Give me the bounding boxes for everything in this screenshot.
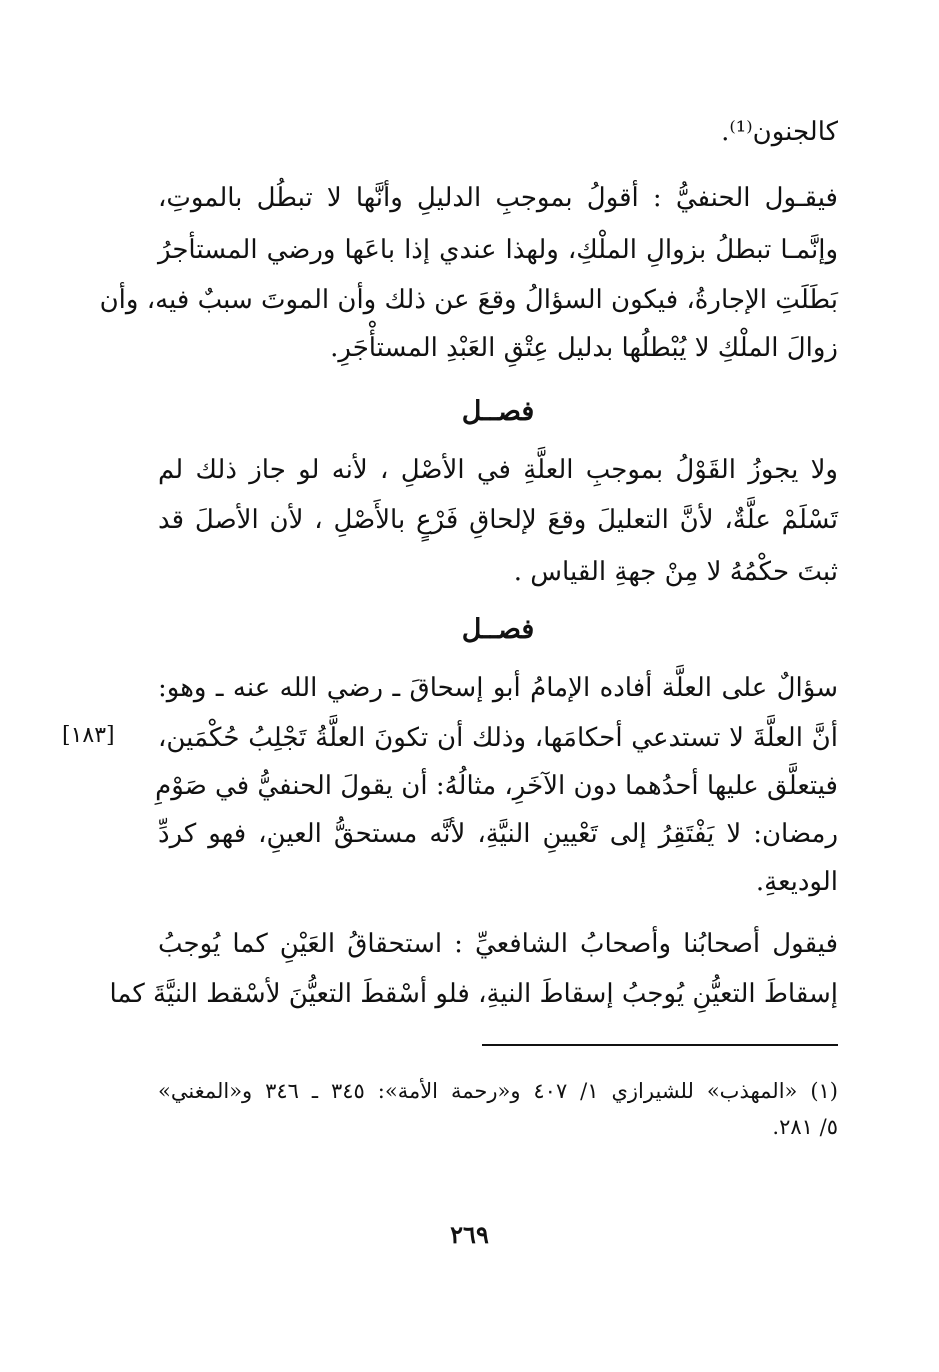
- footnote-line-1: (١) «المهذب» للشيرازي ١/ ٤٠٧ و«رحمة الأمة»: ٣٤٥ ـ ٣٤٦ و«المغني»: [158, 1079, 838, 1103]
- marginal-page-reference: [١٨٣]: [62, 723, 115, 748]
- paragraph-2-line-3: ثبتَ حكْمُهُ لا مِنْ جهةِ القياس .: [513, 557, 838, 587]
- paragraph-2-line-1: ولا يجوزُ القَوْلُ بموجبِ العلَّةِ في الأصْلِ ، لأنه لو جاز ذلك لم: [158, 455, 838, 485]
- footnote-line-2: ٥/ ٢٨١.: [772, 1115, 838, 1139]
- section-heading-2: فصــل: [461, 614, 535, 645]
- paragraph-3-line-2: أنَّ العلَّةَ لا تستدعي أحكامَها، وذلك أن تكونَ العلَّةُ تَجْلِبُ حُكْمَين،: [158, 723, 838, 753]
- paragraph-3-line-4: رمضان: لا يَفْتَقِرُ إلى تَعْيينِ النيَّةِ، لأنَّه مستحقُّ العينِ، فهو كردِّ: [158, 819, 838, 849]
- paragraph-3-line-5: الوديعةِ.: [755, 867, 838, 897]
- footnote-separator: [482, 1044, 838, 1046]
- paragraph-2-line-2: تَسْلَمْ علَّةٌ، لأنَّ التعليلَ وقعَ لإلحاقِ فَرْعٍ بالأَصْلِ ، لأن الأصلَ قد: [158, 505, 838, 535]
- paragraph-1-line-3: بَطَلَتِ الإجارةُ، فيكون السؤالُ وقعَ عن ذلك وأن الموتَ سببٌ فيه، وأن: [99, 285, 838, 315]
- paragraph-1-line-1: فيقـول الحنفيُّ : أقولُ بموجبِ الدليلِ وأنَّها لا تبطُل بالموتِ،: [158, 183, 838, 213]
- paragraph-4-line-1: فيقول أصحابُنا وأصحابُ الشافعيِّ : استحقاقُ العَيْنِ كما يُوجبُ: [158, 929, 838, 959]
- paragraph-1-line-2: وإنَّمـا تبطلُ بزوالِ الملْكِ، ولهذا عندي إذا باعَها ورضي المستأجرُ: [158, 235, 838, 265]
- paragraph-1-line-4: زوالَ الملْكِ لا يُبْطلُها بدليل عِتْقِ العَبْدِ المستأْجَرِ.: [330, 333, 838, 363]
- opening-line: كالجنون⁽¹⁾.: [721, 117, 838, 147]
- page-number: ٢٦٩: [450, 1220, 489, 1249]
- paragraph-4-line-2: إسقاطَ التعيُّنِ يُوجبُ إسقاطَ النيةِ، فلو أسْقطَ التعيُّنَ لأسْقط النيَّةَ كما: [109, 979, 838, 1009]
- section-heading-1: فصــل: [461, 396, 535, 427]
- paragraph-3-line-3: فيتعلَّق عليها أحدُهما دون الآخَرِ، مثالُهُ: أن يقولَ الحنفيُّ في صَوْمِ: [155, 771, 838, 801]
- paragraph-3-line-1: سؤالٌ على العلَّة أفاده الإمامُ أبو إسحاقَ ـ رضي الله عنه ـ وهو:: [158, 673, 838, 703]
